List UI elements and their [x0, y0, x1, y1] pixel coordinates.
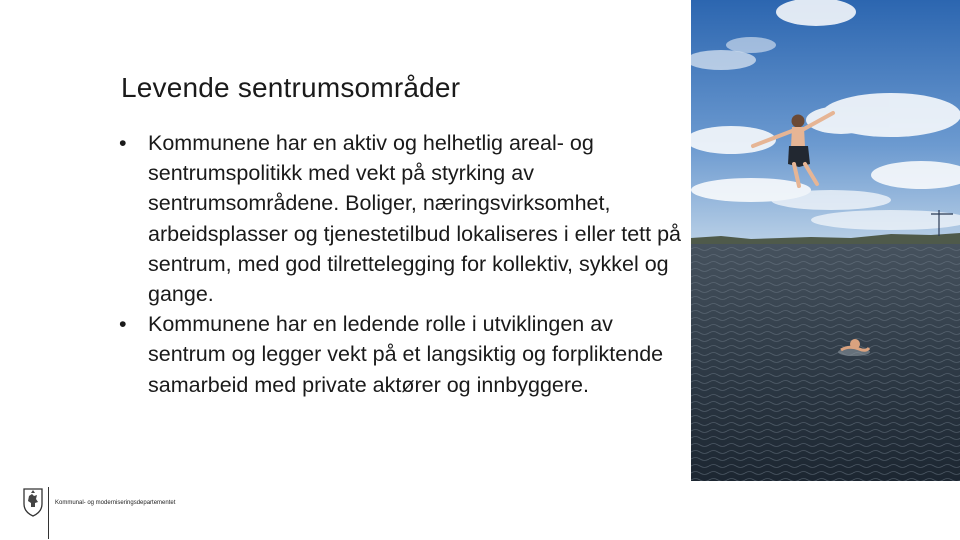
bullet-text: Kommunene har en ledende rolle i utviklingen av sentrum og legger vekt på et langsiktig og forpliktende samarbeid med private aktører og innbyggere. [148, 312, 664, 397]
jumping-swimmer-photo [691, 0, 960, 481]
bullet-list [115, 128, 687, 400]
bullet-item [115, 128, 683, 309]
norwegian-coat-of-arms-icon [22, 487, 44, 517]
department-name: Kommunal- og moderniseringsdepartementet [55, 500, 176, 506]
footer-divider [48, 487, 49, 539]
bullet-item [115, 309, 683, 400]
slide-title: Levende sentrumsområder [121, 72, 461, 103]
bullet-marker: • [119, 312, 127, 337]
bullet-marker: • [119, 131, 127, 155]
bullet-text: Kommunene har en aktiv og helhetlig areal- og sentrumspolitikk med vekt på styrking av sentrumsområdene. Boliger, næringsvirksomhet, arbeidsplasser og tjenestetilbud lokaliseres i eller tett på sentrum, med god tilrettelegging for kollektiv, sykkel og gange. [148, 131, 682, 307]
